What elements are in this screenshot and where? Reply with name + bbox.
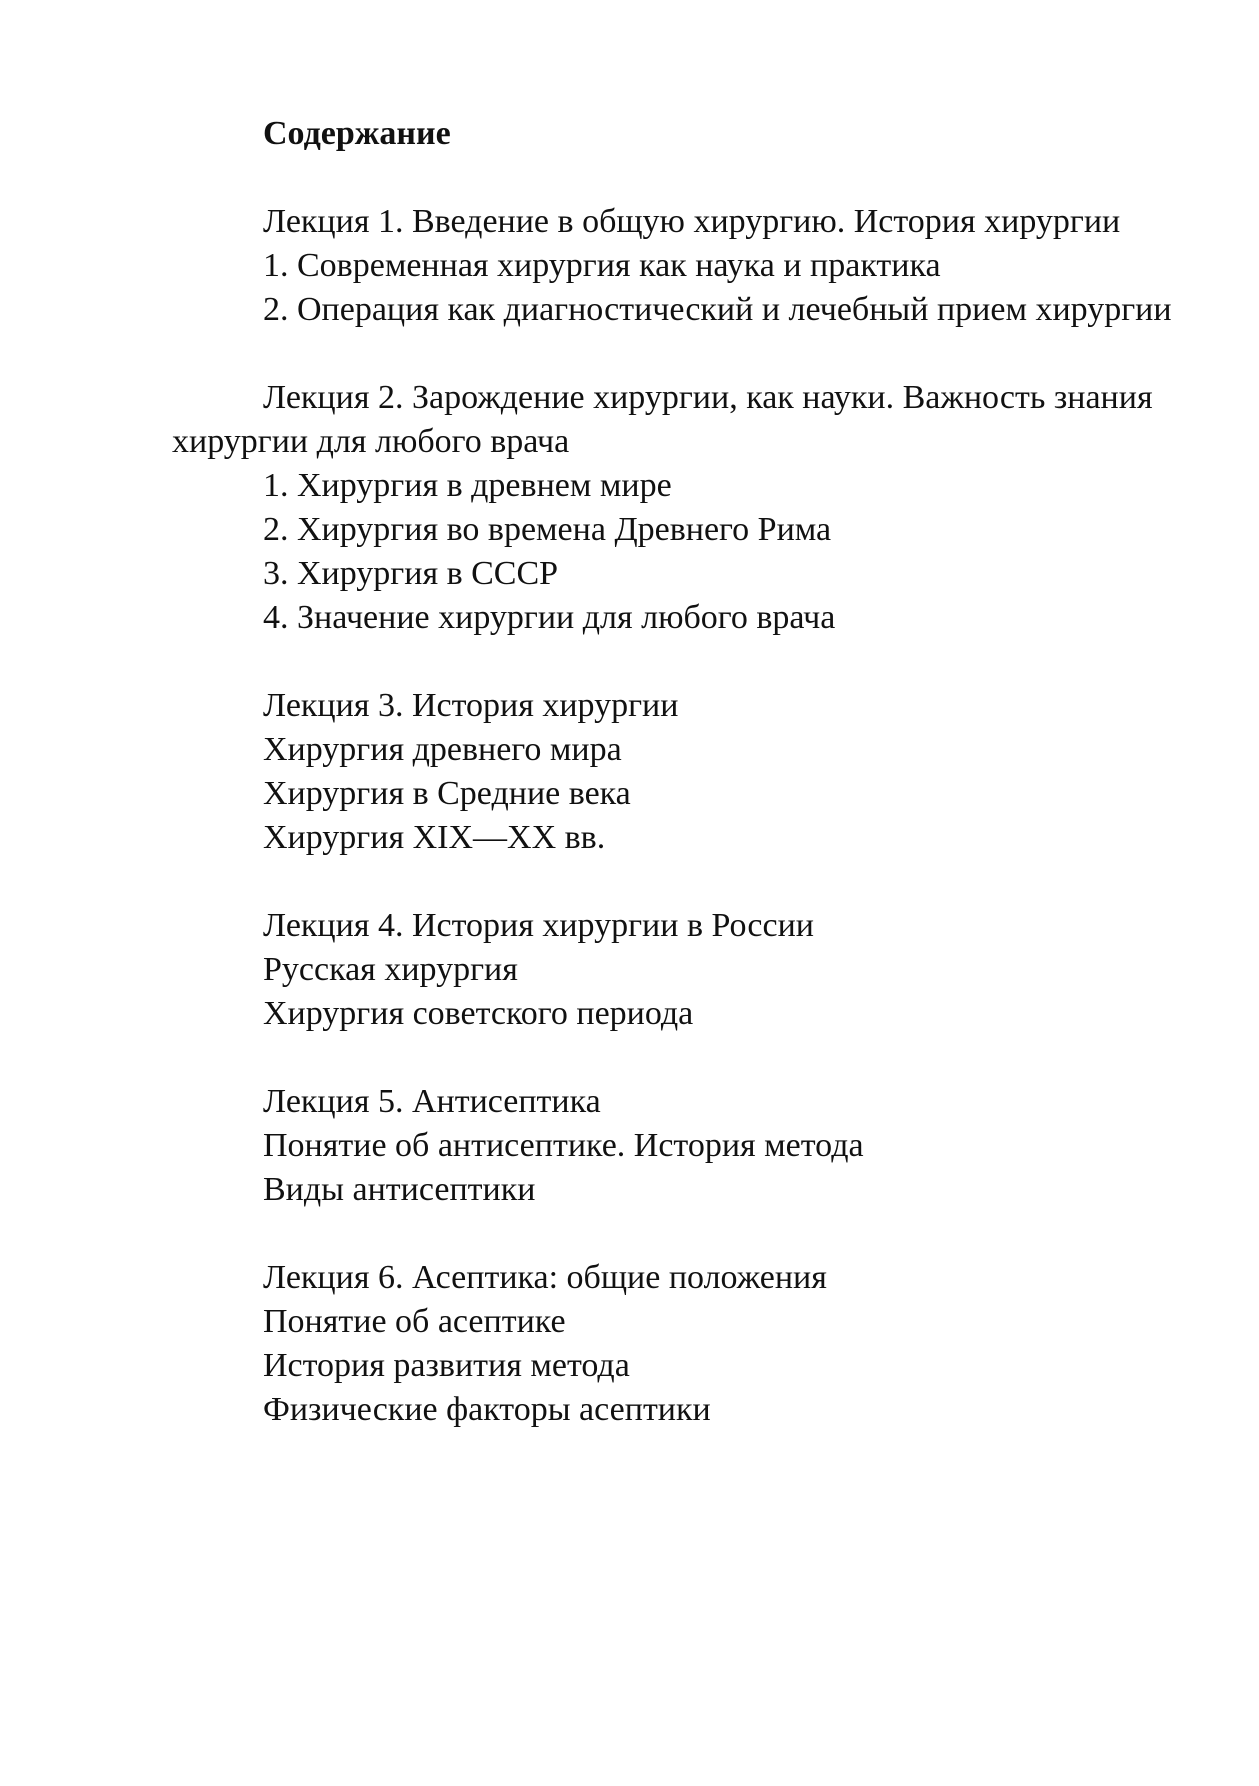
- lecture-topics: [172, 244, 1172, 332]
- toc-entry: 1. Хирургия в древнем мире: [263, 467, 672, 504]
- toc-entry: Понятие об асептике: [263, 1303, 566, 1340]
- lecture-4: [172, 904, 1172, 1036]
- toc-entry: 2. Операция как диагностический и лечебный прием хирургии: [263, 291, 1172, 328]
- toc-entry: Хирургия в Средние века: [263, 775, 631, 812]
- toc-entry: 2. Хирургия во времена Древнего Рима: [263, 511, 832, 548]
- lecture-title: Лекция 4. История хирургии в России: [263, 907, 814, 944]
- spacer: [172, 1036, 1172, 1080]
- lecture-3: [172, 684, 1172, 860]
- lecture-topics: [172, 1124, 1172, 1212]
- lecture-topics: [172, 728, 1172, 860]
- toc-entry: Физические факторы асептики: [263, 1391, 711, 1428]
- lecture-title: Лекция 1. Введение в общую хирургию. История хирургии: [263, 203, 1121, 240]
- lecture-topics: [172, 1300, 1172, 1432]
- spacer: [172, 640, 1172, 684]
- spacer: [172, 1212, 1172, 1256]
- toc-entry: 4. Значение хирургии для любого врача: [263, 599, 836, 636]
- lecture-title: Лекция 5. Антисептика: [263, 1083, 601, 1120]
- spacer: [172, 332, 1172, 376]
- lecture-6: [172, 1256, 1172, 1432]
- lecture-1: [172, 200, 1172, 332]
- toc-entry: Русская хирургия: [263, 951, 518, 988]
- toc-entry: Хирургия древнего мира: [263, 731, 622, 768]
- toc-entry: История развития метода: [263, 1347, 630, 1384]
- toc-entry: 3. Хирургия в СССР: [263, 555, 559, 592]
- lecture-2: [172, 376, 1172, 640]
- toc-entry: Понятие об антисептике. История метода: [263, 1127, 864, 1164]
- toc-entry: Хирургия XIX—XX вв.: [263, 819, 606, 856]
- lecture-5: [172, 1080, 1172, 1212]
- lecture-title: Лекция 6. Асептика: общие положения: [263, 1259, 827, 1296]
- spacer: [172, 156, 1172, 200]
- toc-entry: 1. Современная хирургия как наука и практика: [263, 247, 941, 284]
- table-of-contents: [172, 112, 1172, 1432]
- lecture-topics: [172, 464, 1172, 640]
- lecture-title: Лекция 3. История хирургии: [263, 687, 679, 724]
- spacer: [172, 860, 1172, 904]
- toc-title: Содержание: [263, 115, 451, 152]
- toc-entry: Хирургия советского периода: [263, 995, 694, 1032]
- toc-entry: Виды антисептики: [263, 1171, 536, 1208]
- lecture-topics: [172, 948, 1172, 1036]
- lecture-title: Лекция 2. Зарождение хирургии, как науки. Важность знания хирургии для любого врача: [172, 379, 1153, 460]
